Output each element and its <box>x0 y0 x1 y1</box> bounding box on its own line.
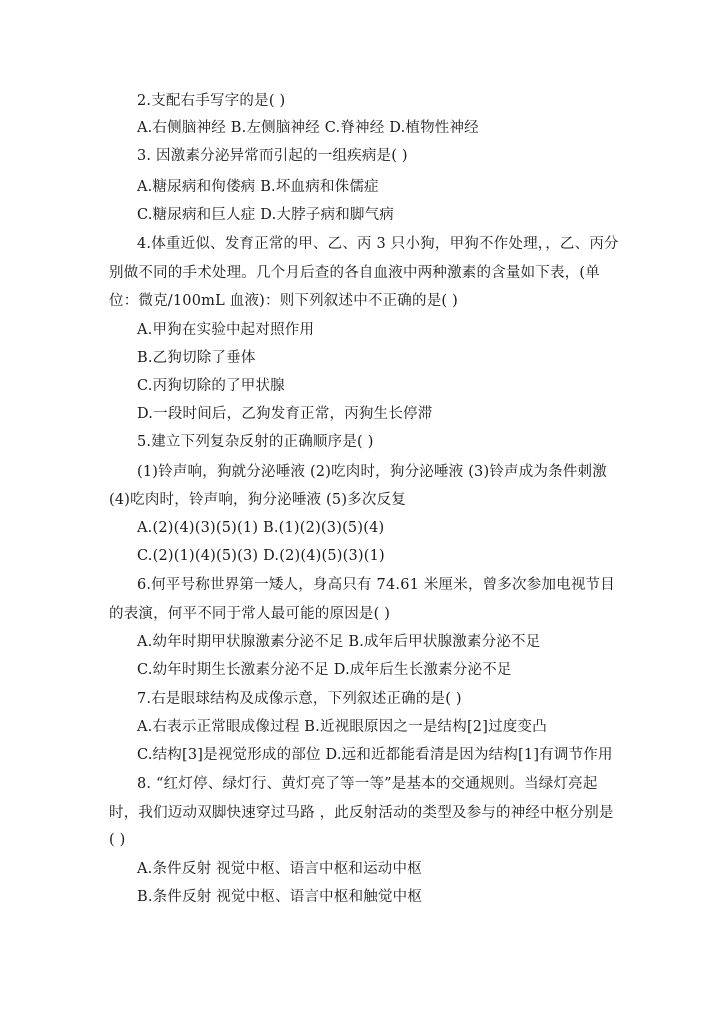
question-8-stem-line3: ( ) <box>109 832 126 848</box>
question-4-option-c: C.丙狗切除的了甲状腺 <box>137 378 285 394</box>
question-4-option-d: D.一段时间后，乙狗发育正常，丙狗生长停滞 <box>137 406 433 422</box>
question-5-items-line1: (1)铃声响，狗就分泌唾液 (2)吃肉时，狗分泌唾液 (3)铃声成为条件刺激 <box>137 464 607 480</box>
question-6-options-ab: A.幼年时期甲状腺激素分泌不足 B.成年后甲状腺激素分泌不足 <box>137 634 541 650</box>
question-4-option-b: B.乙狗切除了垂体 <box>137 350 256 366</box>
question-4-stem-line2: 别做不同的手术处理。几个月后查的各自血液中两种激素的含量如下表，(单 <box>109 265 600 281</box>
question-5-items-line2: (4)吃肉时，铃声响，狗分泌唾液 (5)多次反复 <box>109 492 406 508</box>
question-5-options-ab: A.(2)(4)(3)(5)(1) B.(1)(2)(3)(5)(4) <box>137 520 385 536</box>
question-6-stem-line1: 6.何平号称世界第一矮人，身高只有 74.61 米厘米，曾多次参加电视节目 <box>137 577 615 593</box>
question-2-stem: 2.支配右手写字的是( ) <box>137 93 286 109</box>
question-8-option-b: B.条件反射 视觉中枢、语言中枢和触觉中枢 <box>137 889 423 905</box>
question-4-stem-line3: 位：微克/100mL 血液)：则下列叙述中不正确的是( ) <box>109 293 458 309</box>
question-7-options-ab: A.右表示正常眼成像过程 B.近视眼原因之一是结构[2]过度变凸 <box>137 719 547 735</box>
question-6-options-cd: C.幼年时期生长激素分泌不足 D.成年后生长激素分泌不足 <box>137 662 512 678</box>
question-3-options-cd: C.糖尿病和巨人症 D.大脖子病和脚气病 <box>137 207 395 223</box>
question-8-option-a: A.条件反射 视觉中枢、语言中枢和运动中枢 <box>137 861 422 877</box>
question-5-stem: 5.建立下列复杂反射的正确顺序是( ) <box>137 434 374 450</box>
question-8-stem-line1: 8. “红灯停、绿灯行、黄灯亮了等一等”是基本的交通规则。当绿灯亮起 <box>137 776 598 792</box>
question-4-stem-line1: 4.体重近似、发育正常的甲、乙、丙 3 只小狗，甲狗不作处理，，乙、丙分 <box>137 236 619 252</box>
question-7-stem: 7.右是眼球结构及成像示意，下列叙述正确的是( ) <box>137 691 462 707</box>
question-6-stem-line2: 的表演，何平不同于常人最可能的原因是( ) <box>109 606 391 622</box>
question-3-options-ab: A.糖尿病和佝偻病 B.坏血病和侏儒症 <box>137 179 379 195</box>
question-3-stem: 3. 因激素分泌异常而引起的一组疾病是( ) <box>137 148 408 164</box>
question-4-option-a: A.甲狗在实验中起对照作用 <box>137 322 315 338</box>
question-2-options: A.右侧脑神经 B.左侧脑神经 C.脊神经 D.植物性神经 <box>137 120 479 136</box>
question-5-options-cd: C.(2)(1)(4)(5)(3) D.(2)(4)(5)(3)(1) <box>137 548 385 564</box>
question-8-stem-line2: 时，我们迈动双脚快速穿过马路 ，此反射活动的类型及参与的神经中枢分别是 <box>109 805 614 821</box>
question-7-options-cd: C.结构[3]是视觉形成的部位 D.远和近都能看清是因为结构[1]有调节作用 <box>137 747 613 763</box>
